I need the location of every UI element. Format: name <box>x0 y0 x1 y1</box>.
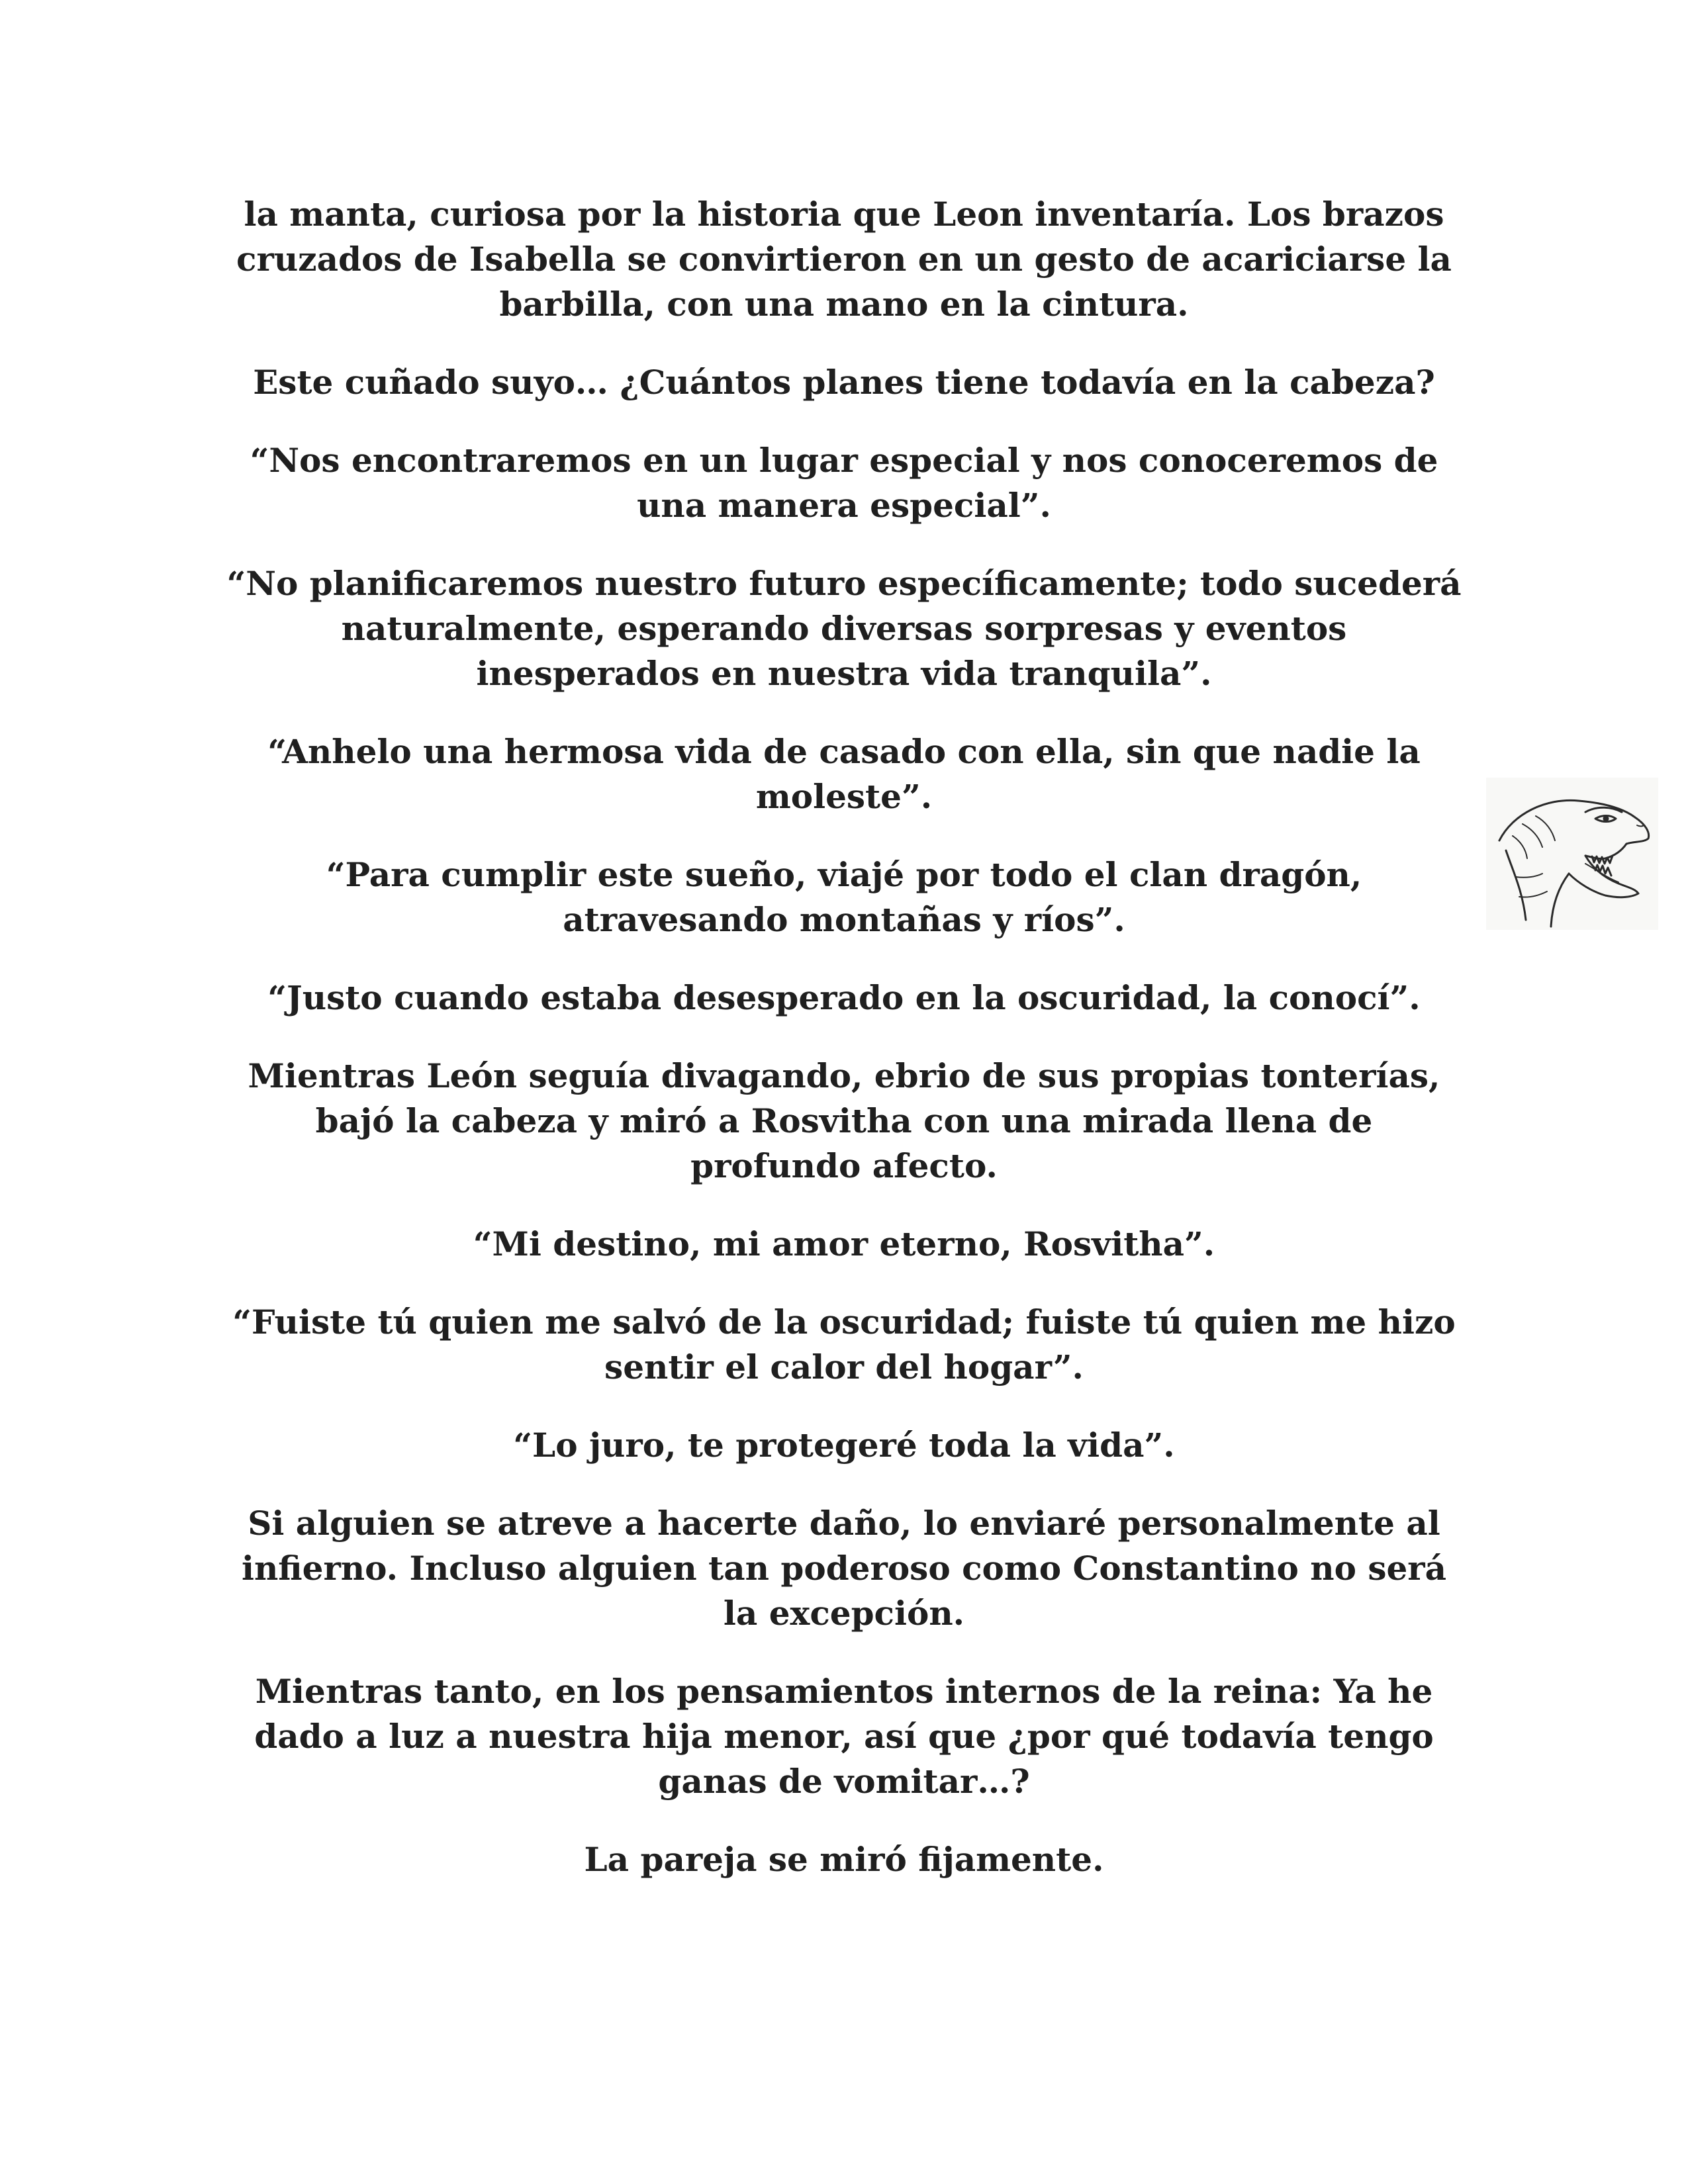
dragon-head-sketch-icon <box>1486 778 1658 930</box>
paragraph-8: Mientras León seguía divagando, ebrio de sus propias tonterías, bajó la cabeza y miró a Rosvitha con una mirada llena de profundo afecto. <box>248 1056 1440 1185</box>
paragraph-14: La pareja se miró fijamente. <box>584 1840 1104 1879</box>
paragraph-13: Mientras tanto, en los pensamientos internos de la reina: Ya he dado a luz a nuestra hija menor, así que ¿por qué todavía tengo ganas de vomitar…? <box>254 1672 1434 1801</box>
paragraph-11: “Lo juro, te protegeré toda la vida”. <box>513 1426 1175 1465</box>
paragraph-1: la manta, curiosa por la historia que Leon inventaría. Los brazos cruzados de Isabella se convirtieron en un gesto de acariciarse la barbilla, con una mano en la cintura. <box>236 195 1452 324</box>
paragraph-3: “Nos encontraremos en un lugar especial y nos conoceremos de una manera especial”. <box>250 441 1438 525</box>
paragraph-6: “Para cumplir este sueño, viajé por todo el clan dragón, atravesando montañas y ríos”. <box>326 855 1362 939</box>
paragraph-5: “Anhelo una hermosa vida de casado con ella, sin que nadie la moleste”. <box>267 732 1421 816</box>
paragraph-12: Si alguien se atreve a hacerte daño, lo enviaré personalmente al infierno. Incluso alguien tan poderoso como Constantino no será la excepción. <box>241 1504 1447 1633</box>
paragraph-9: “Mi destino, mi amor eterno, Rosvitha”. <box>473 1224 1215 1263</box>
paragraph-4: “No planificaremos nuestro futuro específicamente; todo sucederá naturalmente, esperando diversas sorpresas y eventos inesperados en nuestra vida tranquila”. <box>226 564 1462 693</box>
paragraph-10: “Fuiste tú quien me salvó de la oscuridad; fuiste tú quien me hizo sentir el calor del hogar”. <box>232 1302 1456 1387</box>
paragraph-7: “Justo cuando estaba desesperado en la oscuridad, la conocí”. <box>267 978 1421 1017</box>
paragraph-2: Este cuñado suyo… ¿Cuántos planes tiene todavía en la cabeza? <box>253 363 1435 402</box>
story-text <box>225 192 1463 1915</box>
